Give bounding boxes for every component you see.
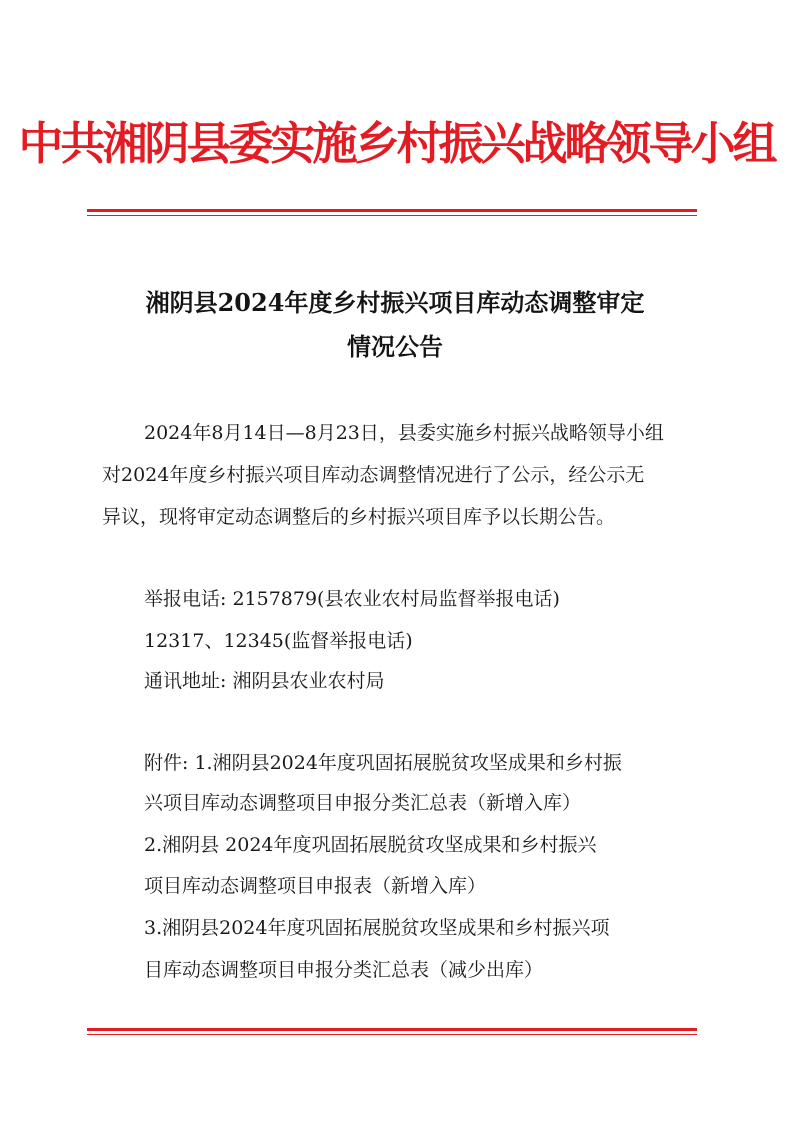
header-divider-thin — [87, 215, 697, 216]
attachment-line-5: 3.湘阴县2024年度巩固拓展脱贫攻坚成果和乡村振兴项 — [144, 917, 610, 939]
notice-title-line-2: 情况公告 — [347, 332, 443, 361]
footer-divider-thick — [87, 1028, 697, 1031]
attachment-line-1: 附件: 1.湘阴县2024年度巩固拓展脱贫攻坚成果和乡村振 — [144, 752, 622, 774]
attachment-line-4: 项目库动态调整项目申报表（新增入库） — [144, 875, 487, 897]
attachment-line-3: 2.湘阴县 2024年度巩固拓展脱贫攻坚成果和乡村振兴 — [144, 834, 597, 856]
paragraph-line-2: 对2024年度乡村振兴项目库动态调整情况进行了公示，经公示无 — [102, 464, 645, 486]
paragraph-line-3: 异议，现将审定动态调整后的乡村振兴项目库予以长期公告。 — [102, 506, 616, 528]
report-phone-line: 举报电话: 2157879(县农业农村局监督举报电话) — [144, 588, 560, 610]
paragraph-line-1: 2024年8月14日—8月23日，县委实施乡村振兴战略领导小组 — [144, 422, 664, 444]
attachment-line-2: 兴项目库动态调整项目申报分类汇总表（新增入库） — [144, 792, 582, 814]
header-divider-thick — [87, 209, 697, 212]
red-header-title: 中共湘阴县委实施乡村振兴战略领导小组 — [18, 117, 775, 170]
attachment-line-6: 目库动态调整项目申报分类汇总表（减少出库） — [144, 959, 544, 981]
notice-title-line-1: 湘阴县2024年度乡村振兴项目库动态调整审定 — [145, 288, 645, 317]
mailing-address-line: 通讯地址: 湘阴县农业农村局 — [144, 670, 385, 692]
report-phone-line-2: 12317、12345(监督举报电话) — [144, 630, 413, 652]
footer-divider-thin — [87, 1034, 697, 1035]
